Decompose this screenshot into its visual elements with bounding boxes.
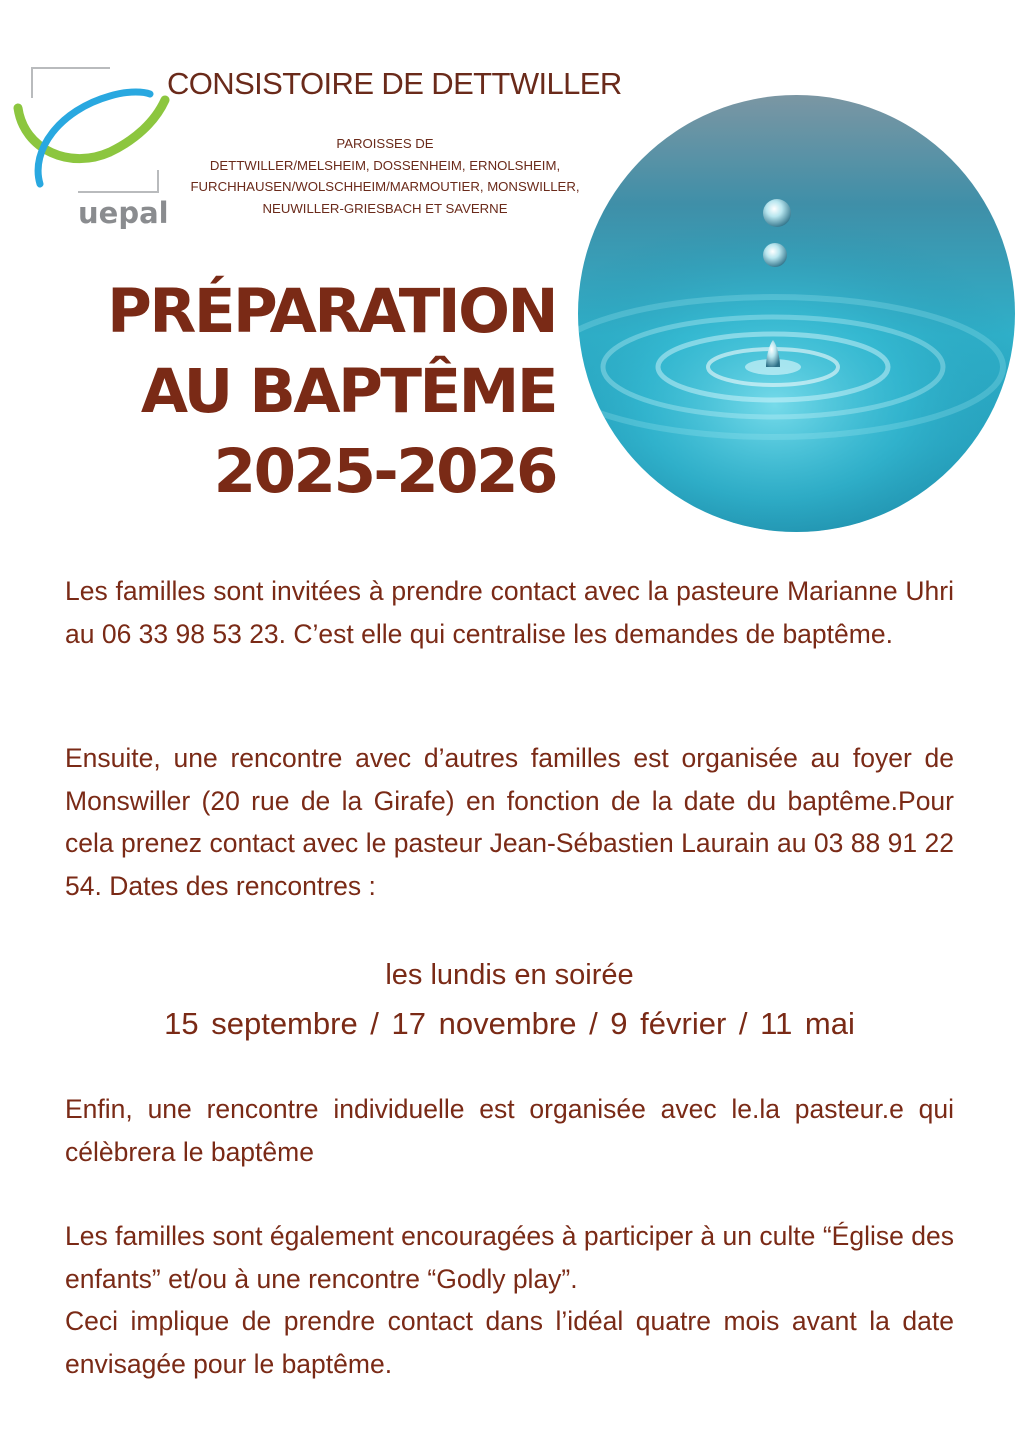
paragraph-contact: Les familles sont invitées à prendre contact avec la pasteure Marianne Uhri au 06 33 98 53 23. C’est elle qui centralise les demandes de baptême.: [65, 576, 954, 649]
title-line-2: AU BAPTÊME: [140, 356, 556, 427]
dates-block: [65, 953, 954, 1051]
parishes-line: PAROISSES DE: [336, 136, 434, 151]
paragraph-meeting: Ensuite, une rencontre avec d’autres familles est organisée au foyer de Monswiller (20 rue de la Girafe) en fonction de la date du baptême.Pour cela prenez contact avec le pasteur Jean-Sébastien Laurain au 03 88 91 22 54. Dates des rencontres :: [65, 743, 954, 901]
dates-intro: les lundis en soirée: [385, 959, 634, 991]
dates-list: 15 septembre / 17 novembre / 9 février / 11 mai: [164, 1006, 855, 1041]
uepal-logo: [10, 60, 170, 250]
encouragement-line: Les familles sont également encouragées à participer à un culte “Église des enfants” et/ou à une rencontre “Godly play”.: [65, 1221, 954, 1294]
logo-text: uepal: [78, 196, 169, 230]
parishes-line: NEUWILLER-GRIESBACH ET SAVERNE: [262, 200, 508, 216]
water-drop-icon: [578, 95, 1015, 532]
encouragement-line: Ceci implique de prendre contact dans l’idéal quatre mois avant la date envisagée pour le baptême.: [65, 1306, 954, 1379]
title-line-1: PRÉPARATION: [107, 276, 556, 347]
title-line-3: 2025-2026: [213, 436, 556, 507]
paragraph-encouragement: [65, 1215, 954, 1385]
uepal-logo-icon: [10, 60, 170, 200]
parishes-line: FURCHHAUSEN/WOLSCHHEIM/MARMOUTIER, MONSWILLER,: [190, 179, 580, 194]
consistoire-title: CONSISTOIRE DE DETTWILLER: [167, 66, 622, 101]
parishes-line: DETTWILLER/MELSHEIM, DOSSENHEIM, ERNOLSHEIM,: [209, 157, 561, 173]
paragraph-individual: Enfin, une rencontre individuelle est organisée avec le.la pasteur.e qui célèbrera le baptême: [65, 1094, 954, 1167]
page-title: [40, 272, 556, 512]
parishes-list: [170, 133, 600, 219]
